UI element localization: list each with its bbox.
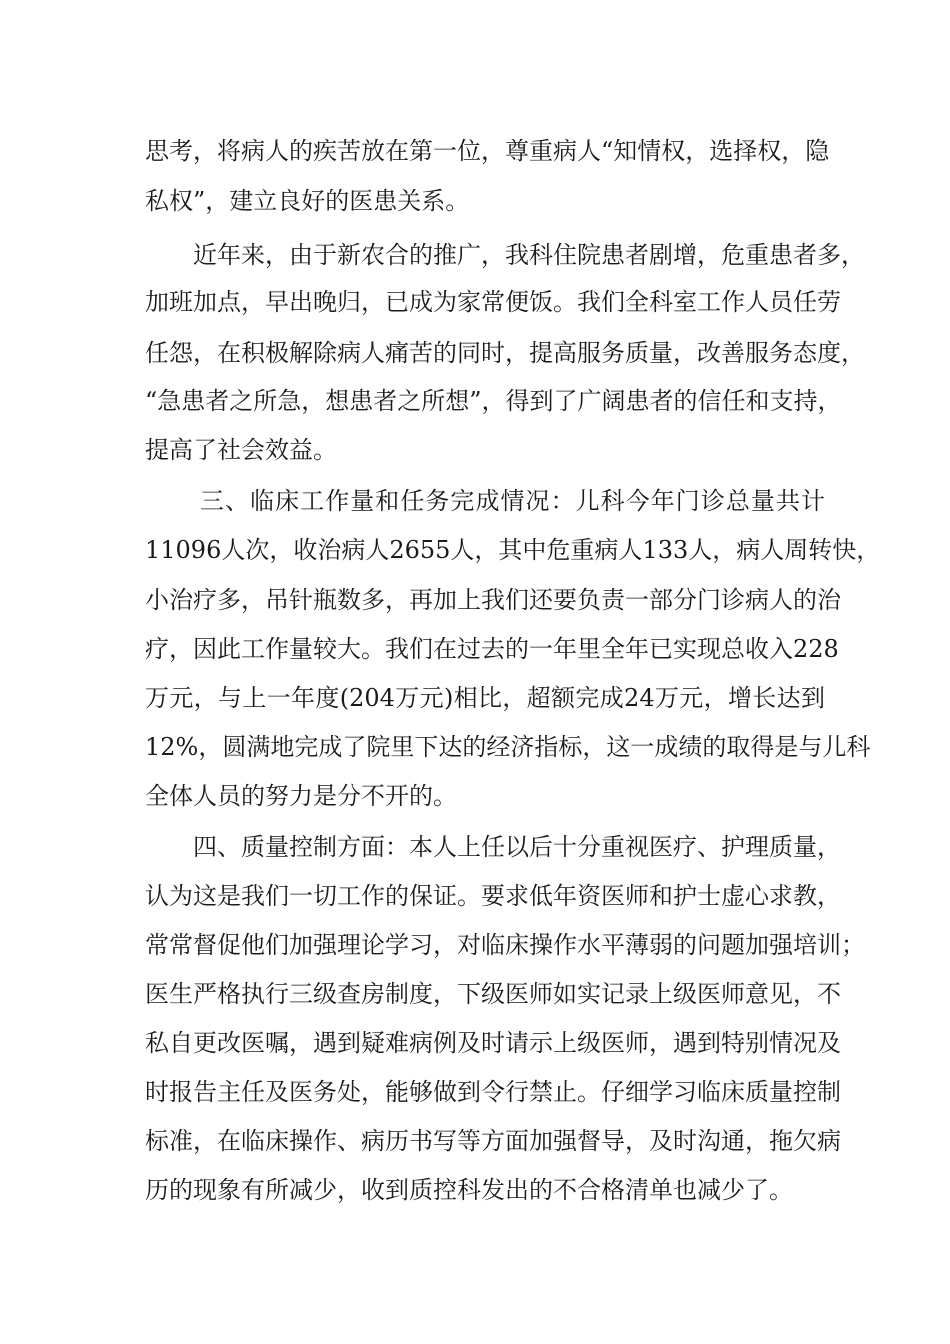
text-line: 近年来，由于新农合的推广，我科住院患者剧增，危重患者多，: [193, 241, 865, 269]
text-line: 疗，因此工作量较大。我们在过去的一年里全年已实现总收入228: [145, 635, 839, 663]
text-line: 标准，在临床操作、病历书写等方面加强督导，及时沟通，拖欠病: [145, 1127, 841, 1155]
text-line: 11096人次，收治病人2655人，其中危重病人133人，病人周转快，: [145, 536, 881, 564]
text-line: 时报告主任及医务处，能够做到令行禁止。仔细学习临床质量控制: [145, 1078, 841, 1106]
text-line: 私自更改医嘱，遇到疑难病例及时请示上级医师，遇到特别情况及: [145, 1029, 841, 1057]
text-line: 三、临床工作量和任务完成情况：儿科今年门诊总量共计: [200, 487, 825, 515]
text-line: 12%，圆满地完成了院里下达的经济指标，这一成绩的取得是与儿科: [145, 733, 871, 761]
text-line: 私权”，建立良好的医患关系。: [145, 187, 470, 215]
text-line: 加班加点，早出晚归，已成为家常便饭。我们全科室工作人员任劳: [145, 288, 841, 316]
text-line: “急患者之所急，想患者之所想”，得到了广阔患者的信任和支持，: [145, 387, 842, 415]
text-line: 医生严格执行三级查房制度，下级医师如实记录上级医师意见，不: [145, 980, 841, 1008]
text-line: 全体人员的努力是分不开的。: [145, 782, 457, 810]
text-line: 思考，将病人的疾苦放在第一位，尊重病人“知情权，选择权，隐: [145, 137, 830, 165]
text-line: 历的现象有所减少，收到质控科发出的不合格清单也减少了。: [145, 1176, 793, 1204]
text-line: 小治疗多，吊针瓶数多，再加上我们还要负责一部分门诊病人的治: [145, 586, 841, 614]
text-line: 常常督促他们加强理论学习，对临床操作水平薄弱的问题加强培训；: [145, 931, 865, 959]
text-line: 四、质量控制方面：本人上任以后十分重视医疗、护理质量，: [193, 833, 841, 861]
text-line: 万元，与上一年度(204万元)相比，超额完成24万元，增长达到: [145, 684, 825, 712]
text-line: 认为这是我们一切工作的保证。要求低年资医师和护士虚心求教，: [145, 882, 841, 910]
text-line: 任怨，在积极解除病人痛苦的同时，提高服务质量，改善服务态度，: [145, 339, 865, 367]
text-line: 提高了社会效益。: [145, 436, 337, 464]
